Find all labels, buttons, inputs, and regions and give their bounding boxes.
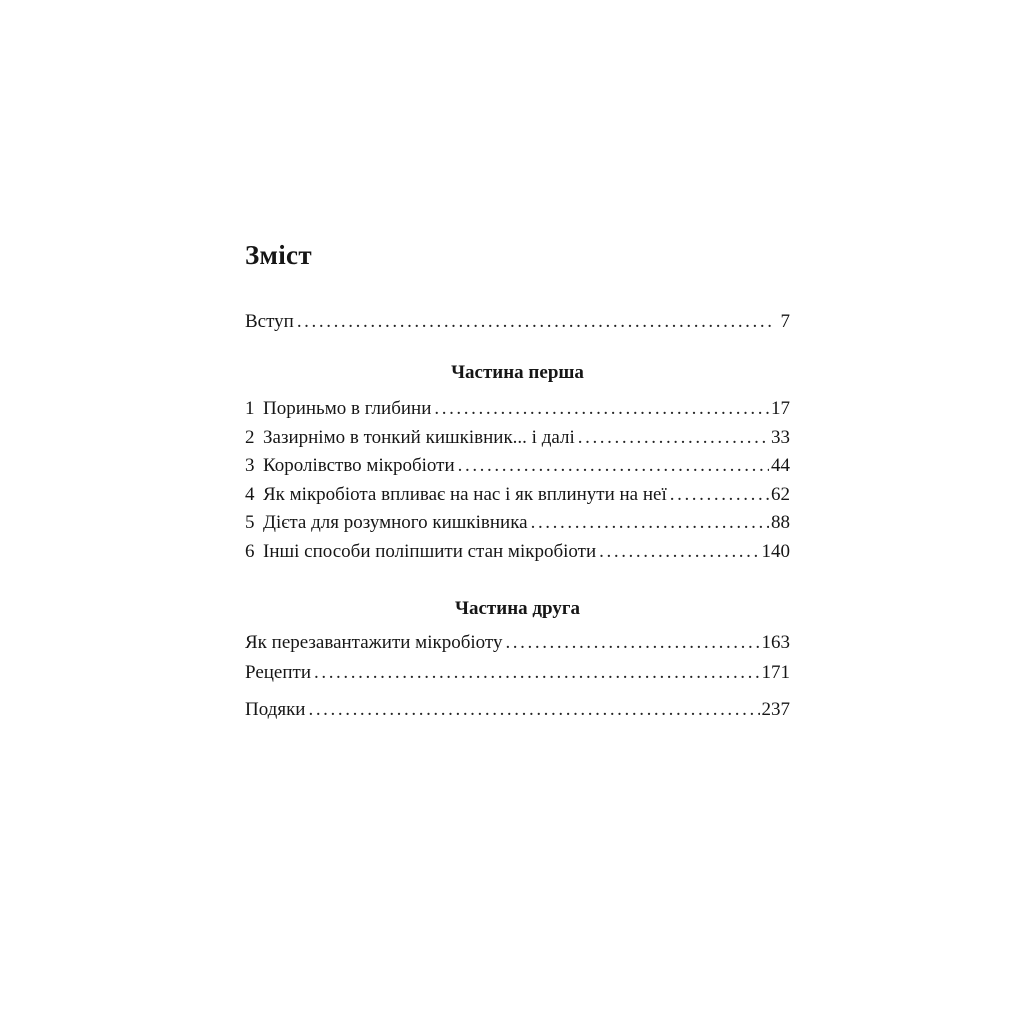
dot-leader	[297, 308, 773, 337]
toc-entry-number: 6	[245, 540, 255, 562]
toc-entry-page: 237	[761, 699, 790, 720]
toc-entry-label: Королівство мікробіоти	[263, 455, 455, 476]
dot-leader	[308, 696, 759, 725]
toc-entry	[245, 395, 790, 424]
toc-entry-page: 88	[771, 512, 790, 533]
part1-list	[245, 395, 790, 566]
toc-entry	[245, 538, 790, 567]
toc-entry-number: 5	[245, 512, 255, 533]
dot-leader	[670, 481, 769, 510]
toc-entry-page: 171	[761, 661, 790, 683]
page-title: Зміст	[245, 240, 312, 270]
toc-entry-page: 140	[761, 540, 790, 562]
toc-entry-number: 1	[245, 398, 255, 419]
dot-leader	[531, 509, 769, 538]
part2-list	[245, 628, 790, 687]
toc-entry-label: Як мікробіота впливає на нас і як вплинути на неї	[263, 483, 667, 505]
toc-entry-number: 3	[245, 455, 255, 476]
toc-entry-number: 2	[245, 426, 255, 448]
toc-entry	[245, 452, 790, 481]
toc-entry-intro	[245, 308, 790, 337]
dot-leader	[314, 658, 760, 688]
toc-entry-page: 17	[771, 398, 790, 419]
toc-entry-label: Як перезавантажити мікробіоту	[245, 632, 503, 653]
toc-entry	[245, 509, 790, 538]
toc-entry-label: Вступ	[245, 311, 294, 332]
toc-entry-label: Інші способи поліпшити стан мікробіоти	[263, 540, 597, 562]
dot-leader	[578, 424, 769, 453]
dot-leader	[505, 628, 759, 658]
toc-entry-page: 44	[771, 455, 790, 476]
toc-entry-label: Дієта для розумного кишківника	[263, 512, 528, 533]
toc-intro	[245, 308, 790, 337]
toc-entry	[245, 628, 790, 658]
toc-entry	[245, 424, 790, 453]
acknowledgements-entry	[245, 696, 790, 725]
toc-entry	[245, 658, 790, 688]
toc-entry	[245, 696, 790, 725]
dot-leader	[434, 395, 769, 424]
toc-entry-label: Подяки	[245, 699, 306, 720]
toc-entry-label: Рецепти	[245, 661, 311, 683]
toc-entry-label: Пориньмо в глибини	[263, 398, 432, 419]
dot-leader	[458, 452, 769, 481]
toc-entry-page: 62	[771, 483, 790, 505]
dot-leader	[599, 538, 759, 567]
toc-entry	[245, 481, 790, 510]
toc-entry-label: Зазирнімо в тонкий кишківник... і далі	[263, 426, 575, 448]
toc-entry-number: 4	[245, 483, 255, 505]
part1-heading: Частина перша	[451, 362, 584, 383]
part2-heading: Частина друга	[455, 598, 580, 619]
toc-entry-page: 7	[780, 311, 790, 332]
toc-entry-page: 33	[771, 426, 790, 448]
toc-entry-page: 163	[761, 632, 790, 653]
